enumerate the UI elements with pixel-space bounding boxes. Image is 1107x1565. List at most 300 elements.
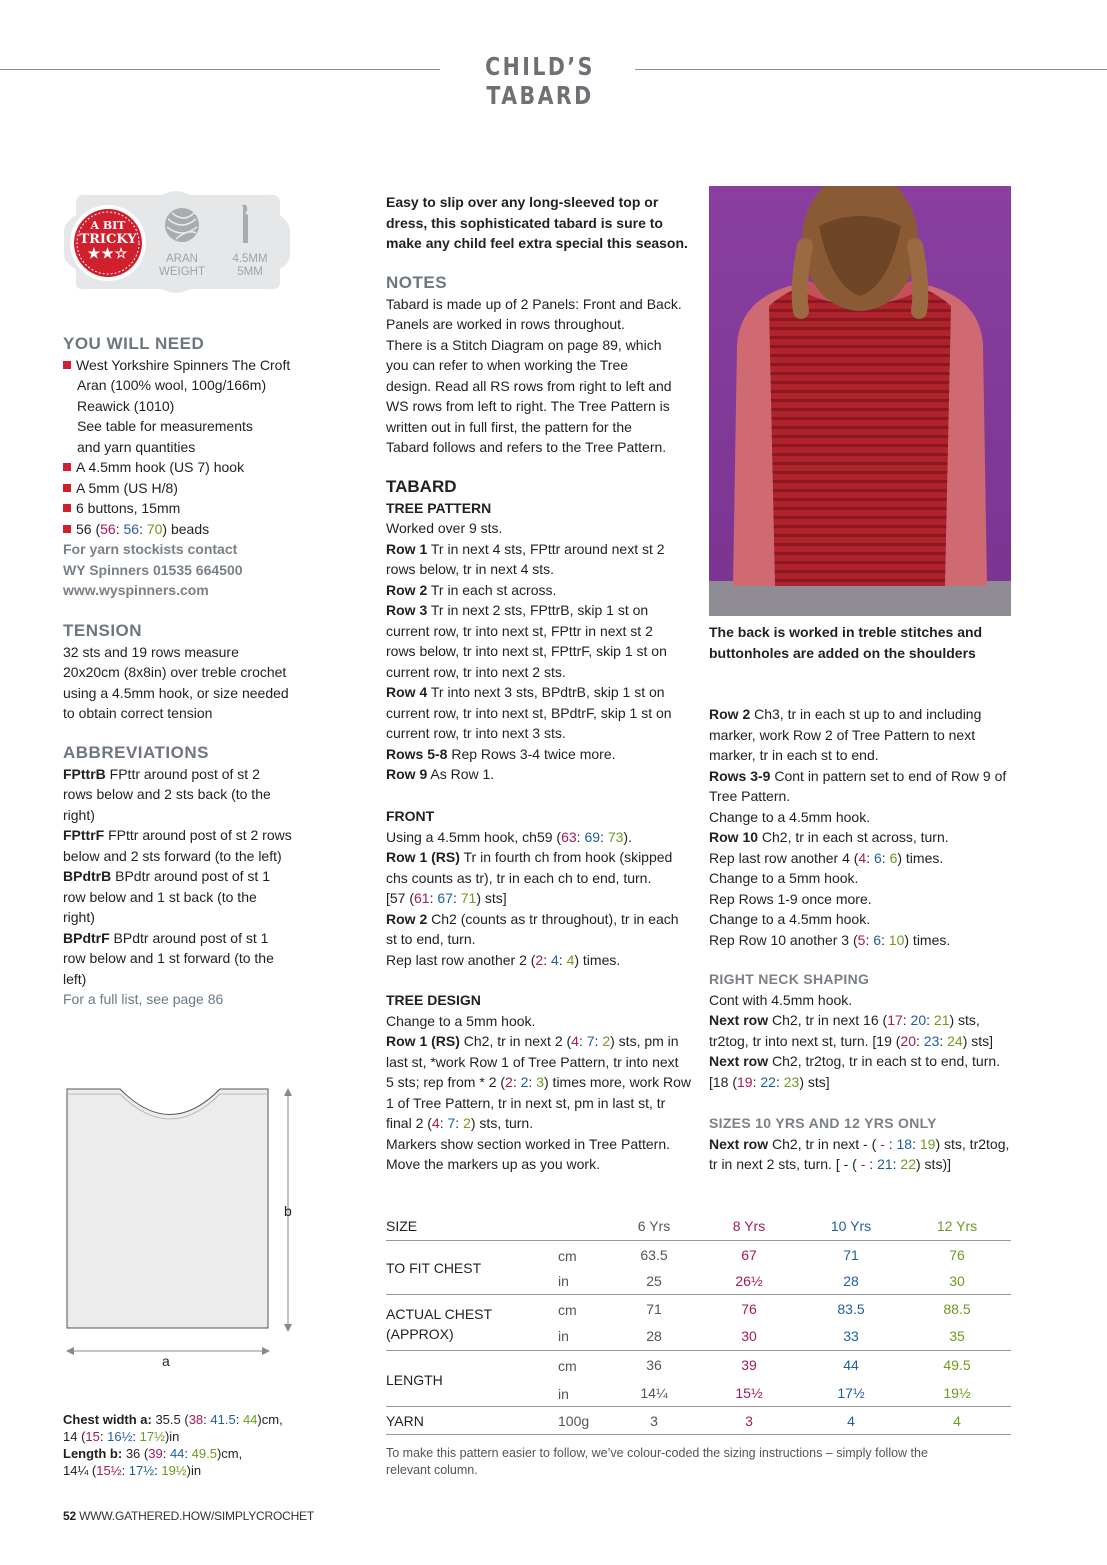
instruction-text: Markers show section worked in Tree Pattern. <box>386 1135 671 1152</box>
instruction-text: Ch2, tr in next 2 ( <box>459 1033 572 1049</box>
tension-text: 20x20cm (8x8in) over treble crochet <box>63 664 287 680</box>
table-header: 12 Yrs <box>936 1218 978 1234</box>
list-item-text: A 4.5mm hook (US 7) hook <box>76 459 245 475</box>
instruction-text: rows below, tr into next st, FPttrF, skip 1 st on <box>386 643 667 659</box>
table-unit: in <box>558 1273 569 1289</box>
row-label: Next row <box>709 1053 769 1069</box>
table-cell: 36 <box>646 1357 662 1373</box>
bullet-icon <box>63 504 71 512</box>
dimension-text: 14¼ ( <box>63 1463 97 1478</box>
abbreviation-term: FPttrB <box>63 765 106 782</box>
size-value: 56 <box>123 520 140 537</box>
length-label: Length b: <box>63 1446 123 1461</box>
instruction-text: Tr in next 2 sts, FPttrB, skip 1 st on <box>427 602 649 618</box>
table-header: 10 Yrs <box>830 1218 872 1234</box>
size-value: 24 <box>947 1032 963 1049</box>
table-divider <box>386 1240 1011 1241</box>
abbreviation-text: left) <box>63 970 87 987</box>
instruction-text: ) sts)] <box>916 1156 951 1172</box>
instruction-text: Ch2, tr in next 16 ( <box>768 1012 888 1028</box>
size-value: 3 <box>536 1074 544 1090</box>
size-value: 17½ <box>128 1463 155 1478</box>
table-cell: 88.5 <box>943 1301 971 1317</box>
abbreviation-text: right) <box>63 806 95 823</box>
intro-line: dress, this sophisticated tabard is sure to <box>386 214 663 231</box>
notes-line: Tabard follows and refers to the Tree Pattern. <box>386 439 667 455</box>
instruction-text: st to end, turn. <box>386 931 476 947</box>
instruction-text: Change to a 5mm hook. <box>709 870 859 886</box>
row-label: Row 4 <box>386 684 428 700</box>
table-unit: in <box>558 1386 569 1402</box>
abbreviation-text: below and 2 sts forward (to the left) <box>63 847 282 864</box>
intro-line: Easy to slip over any long-sleeved top or <box>386 194 659 210</box>
instruction-text: last st, *work Row 1 of Tree Pattern, tr into next <box>386 1053 679 1070</box>
instruction-text: [57 ( <box>386 890 415 906</box>
size-value: 4 <box>566 951 575 968</box>
you-will-need-heading: YOU WILL NEED <box>63 334 205 353</box>
front-section: FRONT Using a 4.5mm hook, ch59 (63: 69: 73). Row 1 (RS) Tr in fourth ch from hook (skipped chs counts as tr), tr in each ch to end, turn. [57 (61: 67: 71) sts] Row 2 Ch2 (counts as tr throughout), tr in each st to end, turn. Rep last row another 2 (2: 4: 4) times. <box>386 806 696 970</box>
size-value: 17½ <box>139 1429 165 1444</box>
table-cell: 15½ <box>735 1385 763 1401</box>
table-divider <box>386 1406 1011 1407</box>
list-item: 56 (56: 56: 70) beads <box>63 519 313 540</box>
dimension-text: )in <box>186 1463 202 1478</box>
size-value: 6 <box>873 931 882 948</box>
table-cell: 63.5 <box>640 1247 668 1263</box>
size-value: 39 <box>148 1446 163 1461</box>
instruction-text: current row, tr into next 2 sts. <box>386 663 566 680</box>
row-label: Row 2 <box>386 910 428 927</box>
notes-line: you can refer to when working the Tree <box>386 357 629 373</box>
instruction-text: ) sts, pm in <box>610 1033 679 1049</box>
sizes-10-12-section: SIZES 10 YRS AND 12 YRS ONLY Next row Ch2, tr in next - ( - : 18: 19) sts, tr2tog, tr in next 2 sts, turn. [ - ( - : 21: 22) sts)] <box>709 1113 1019 1175</box>
instruction-text: Ch2, tr in each st across, turn. <box>758 829 949 845</box>
bullet-icon <box>63 463 71 471</box>
row-label: Row 2 <box>709 706 751 722</box>
abbreviation-item <box>63 866 313 887</box>
notes-heading: NOTES <box>386 273 448 292</box>
dimension-text: )in <box>164 1429 180 1444</box>
right-neck-shaping-heading: RIGHT NECK SHAPING <box>709 971 870 987</box>
page-title: CHILD’S TABARD <box>485 52 595 110</box>
bullet-icon <box>63 361 71 369</box>
header-rule-right <box>635 69 1107 70</box>
child-back-illustration <box>709 186 1011 616</box>
table-cell: 67 <box>741 1247 757 1263</box>
size-value: 70 <box>146 520 163 537</box>
size-value: 7 <box>447 1115 456 1131</box>
size-value: 2 <box>505 1074 513 1090</box>
front-heading: FRONT <box>386 808 435 824</box>
table-note-line: To make this pattern easier to follow, we’ve colour-coded the sizing instructions – simply follow the <box>386 1446 928 1460</box>
size-value: 7 <box>586 1033 595 1049</box>
instruction-text: tr2tog, tr into next st, turn. [19 ( <box>709 1032 901 1049</box>
tree-design-section: TREE DESIGN Change to a 5mm hook. Row 1 (RS) Ch2, tr in next 2 (4: 7: 2) sts, pm in last st, *work Row 1 of Tree Pattern, tr into next 5 sts; rep from * 2 (2: 2: 3) times more, work Row 1 of Tree Pattern, tr in next st, pm in last st, tr final 2 (4: 7: 2) sts, turn. Markers show section worked in Tree Pattern. Move the markers up as you work. <box>386 990 696 1175</box>
instruction-text: final 2 ( <box>386 1115 432 1131</box>
list-item <box>63 355 313 376</box>
table-cell: 25 <box>646 1273 662 1289</box>
notes-line: design. Read all RS rows from right to left and <box>386 377 672 394</box>
stockist-contact: For yarn stockists contact <box>63 541 238 557</box>
table-unit: cm <box>558 1358 577 1374</box>
table-divider <box>386 1350 1011 1351</box>
table-row-label: YARN <box>386 1413 424 1429</box>
notes-line: WS rows from left to right. The Tree Pattern is <box>386 398 670 414</box>
diagram-dimensions: Chest width a: 35.5 (38: 41.5: 44)cm, 14 (15: 16½: 17½)in Length b: 36 (39: 44: 49.5)cm, 14¼ (15½: 17½: 19½)in <box>63 1412 283 1478</box>
size-value: 4 <box>571 1033 579 1049</box>
instruction-text: Rep Rows 3-4 twice more. <box>447 745 616 762</box>
abbreviation-item <box>63 825 313 846</box>
table-cell: 17½ <box>837 1385 865 1401</box>
instruction-text: Tr in next 4 sts, FPttr around next st 2 <box>427 540 665 557</box>
list-item-text: 6 buttons, 15mm <box>76 500 181 516</box>
row-label: Next row <box>709 1012 769 1028</box>
dimension-text: )cm, <box>216 1446 243 1461</box>
instruction-text: Tr into next 3 sts, BPdtrB, skip 1 st on <box>427 684 665 700</box>
table-cell: 76 <box>741 1301 757 1317</box>
yarn-weight-line-1: ARAN <box>166 253 198 265</box>
table-cell: 39 <box>741 1357 757 1373</box>
intro-line: make any child feel extra special this season. <box>386 235 688 251</box>
instruction-text: Tr in each st across. <box>427 581 557 598</box>
hook-size-label <box>222 253 278 279</box>
table-unit: cm <box>558 1302 577 1318</box>
tension-section <box>63 621 313 724</box>
list-item-text: West Yorkshire Spinners The Croft <box>76 356 291 373</box>
size-value: 15 <box>85 1429 100 1444</box>
bullet-icon <box>63 484 71 492</box>
size-value: 71 <box>460 890 477 906</box>
dimension-text: 14 ( <box>63 1429 86 1444</box>
list-item <box>63 457 313 478</box>
table-cell: 3 <box>745 1413 753 1429</box>
list-item-text: ) beads <box>162 520 210 537</box>
instruction-text: Tr in fourth ch from hook (skipped <box>459 849 673 865</box>
list-item-text: A 5mm (US H/8) <box>76 479 178 496</box>
instruction-text: Ch2 (counts as tr throughout), tr in each <box>427 910 679 927</box>
abbreviation-text: FPttr around post of st 2 <box>105 765 260 782</box>
table-cell: 4 <box>953 1413 961 1429</box>
instruction-text: ) sts] <box>476 890 507 906</box>
instruction-text: ) times. <box>574 951 621 968</box>
tabard-section <box>386 477 696 785</box>
instruction-text: ) times more, work Row <box>544 1074 692 1090</box>
table-row-label <box>386 1304 492 1344</box>
instruction-text: Change to a 4.5mm hook. <box>709 911 871 927</box>
instruction-text: chs counts as tr), tr in each ch to end, turn. <box>386 869 652 886</box>
size-value: 10 <box>888 931 905 948</box>
instruction-text: Rep Rows 1-9 once more. <box>709 890 872 907</box>
size-value: 15½ <box>96 1463 122 1478</box>
instruction-text: Change to a 5mm hook. <box>386 1012 536 1029</box>
page-number: 52 <box>63 1509 76 1523</box>
size-value: 4 <box>858 849 867 866</box>
abbreviation-term: FPttrF <box>63 827 105 843</box>
size-value: 44 <box>169 1446 185 1461</box>
instruction-text: current row, tr into next st, BPdtrF, skip 1 st on <box>386 704 672 721</box>
size-value: 41.5 <box>210 1412 236 1427</box>
page-footer <box>63 1509 314 1523</box>
tension-heading: TENSION <box>63 621 143 640</box>
size-value: 49.5 <box>191 1446 217 1461</box>
row-label: Next row <box>709 1135 769 1152</box>
size-value: 6 <box>873 849 882 866</box>
instruction-text: current row, tr into next st, FPttr in next st 2 <box>386 622 653 639</box>
bullet-icon <box>63 525 71 533</box>
table-note <box>386 1445 1011 1479</box>
dimension-text: 36 ( <box>122 1446 149 1461</box>
size-value: 2 <box>463 1115 471 1131</box>
instruction-text: Cont with 4.5mm hook. <box>709 991 853 1008</box>
tabard-photo <box>709 186 1011 616</box>
row-label: Row 1 (RS) <box>386 1033 460 1049</box>
instruction-text: Ch3, tr in each st up to and including <box>750 706 982 722</box>
instruction-text: ) sts] <box>799 1073 830 1090</box>
size-value: 19 <box>919 1135 936 1152</box>
table-divider <box>386 1294 1011 1295</box>
notes-line: Tabard is made up of 2 Panels: Front and Back. <box>386 295 682 312</box>
table-unit: cm <box>558 1248 577 1264</box>
row-label: Row 2 <box>386 581 428 598</box>
abbreviations-heading: ABBREVIATIONS <box>63 743 209 762</box>
size-value: 38 <box>188 1412 204 1427</box>
instruction-text: ) times. <box>897 849 944 866</box>
table-cell: 26½ <box>735 1273 763 1289</box>
hook-size-line-1: 4.5MM <box>232 253 268 265</box>
list-item-text: See table for measurements <box>77 418 253 434</box>
table-cell: 33 <box>843 1328 859 1344</box>
header-rule-left <box>0 69 440 70</box>
full-list-link[interactable]: For a full list, see page 86 <box>63 991 224 1007</box>
you-will-need-section <box>63 334 313 601</box>
table-unit: 100g <box>558 1413 590 1429</box>
size-value: 61 <box>414 890 430 906</box>
list-item-text: Aran (100% wool, 100g/166m) <box>77 377 267 393</box>
abbreviation-term: BPdtrF <box>63 929 110 946</box>
table-row-label: LENGTH <box>386 1372 443 1388</box>
size-value: 19 <box>737 1073 753 1090</box>
instruction-text: As Row 1. <box>427 766 495 782</box>
table-cell: 76 <box>949 1247 965 1263</box>
size-value: 16½ <box>107 1429 133 1444</box>
difficulty-line-1: A BIT <box>90 219 126 232</box>
row-label: Row 9 <box>386 766 428 782</box>
row-label: Rows 5-8 <box>386 745 448 762</box>
size-value: 20 <box>910 1012 927 1028</box>
size-value: 23 <box>783 1073 800 1090</box>
size-value: 4 <box>431 1115 440 1131</box>
abbreviation-text: BPdtr around post of st 1 <box>111 868 270 884</box>
back-instructions: Row 2 Ch3, tr in each st up to and including marker, work Row 2 of Tree Pattern to next marker, tr in each st to end. Rows 3-9 Cont in pattern set to end of Row 9 of Tree Pattern. Change to a 4.5mm hook. Row 10 Ch2, tr in each st across, turn. Rep last row another 4 (4: 6: 6) times. Change to a 5mm hook. Rep Rows 1-9 once more. Change to a 4.5mm hook. Rep Row 10 another 3 (5: 6: 10) times. <box>709 704 1019 950</box>
schematic-diagram <box>60 1080 310 1380</box>
difficulty-stars: ★★☆ <box>87 246 129 262</box>
stockist-phone: WY Spinners 01535 664500 <box>63 561 243 578</box>
instruction-text: marker, work Row 2 of Tree Pattern to next <box>709 726 976 743</box>
table-header: 6 Yrs <box>637 1218 671 1234</box>
table-row-label-line: ACTUAL CHEST <box>386 1306 493 1322</box>
instruction-text: rows below, tr in next 4 sts. <box>386 561 555 577</box>
instruction-text: ). <box>623 828 632 845</box>
difficulty-badge <box>62 185 292 297</box>
table-header: 8 Yrs <box>732 1218 766 1234</box>
table-cell: 44 <box>843 1357 859 1373</box>
instruction-text: tr in next 2 sts, turn. [ - ( <box>709 1156 857 1172</box>
abbreviation-item <box>63 928 313 949</box>
notes-line: Panels are worked in rows throughout. <box>386 316 625 332</box>
list-item <box>63 478 313 499</box>
table-cell: 71 <box>843 1247 859 1263</box>
instruction-text: Tree Pattern. <box>709 788 791 804</box>
size-value: 44 <box>242 1412 258 1427</box>
instruction-text: current row, tr into next 3 sts. <box>386 725 566 741</box>
size-value: 2 <box>535 951 544 968</box>
instruction-text: Worked over 9 sts. <box>386 520 503 536</box>
size-value: - <box>876 1135 889 1152</box>
size-value: 20 <box>900 1032 916 1049</box>
tree-design-heading: TREE DESIGN <box>386 992 481 1008</box>
row-label: Row 3 <box>386 602 428 618</box>
instruction-text: Rep last row another 4 ( <box>709 849 859 866</box>
instruction-text: 5 sts; rep from * 2 ( <box>386 1074 506 1090</box>
size-value: 21 <box>933 1012 950 1028</box>
table-cell: 28 <box>843 1273 859 1289</box>
photo-caption <box>709 622 1011 663</box>
list-item-text: and yarn quantities <box>77 438 196 455</box>
instruction-text: Using a 4.5mm hook, ch59 ( <box>386 828 562 845</box>
table-cell: 35 <box>949 1328 965 1344</box>
table-cell: 4 <box>847 1413 855 1429</box>
size-value: 17 <box>887 1012 903 1028</box>
instruction-text: Move the markers up as you work. <box>386 1156 600 1172</box>
abbreviation-text: rows below and 2 sts back (to the <box>63 786 271 802</box>
caption-line: buttonholes are added on the shoulders <box>709 644 976 661</box>
instruction-text: [18 ( <box>709 1073 738 1090</box>
row-label: Row 1 <box>386 540 428 557</box>
size-value: 23 <box>923 1032 940 1049</box>
table-divider <box>386 1434 1011 1435</box>
instruction-text: ) times. <box>904 931 951 948</box>
instruction-text: Cont in pattern set to end of Row 9 of <box>770 767 1007 784</box>
notes-line: written out in full first, the pattern for the <box>386 418 632 435</box>
stockist-website-link[interactable]: www.wyspinners.com <box>63 582 209 598</box>
tension-text: 32 sts and 19 rows measure <box>63 643 239 660</box>
notes-section <box>386 273 696 458</box>
difficulty-label <box>72 219 144 261</box>
tabard-heading: TABARD <box>386 477 457 496</box>
size-value: 69 <box>584 828 601 845</box>
table-cell: 28 <box>646 1328 662 1344</box>
table-header: SIZE <box>386 1218 418 1234</box>
yarn-ball-icon <box>165 208 199 242</box>
abbreviation-item <box>63 764 313 785</box>
instruction-text: ) sts, turn. <box>470 1115 534 1131</box>
abbreviation-text: BPdtr around post of st 1 <box>109 929 269 946</box>
instruction-text: Rep last row another 2 ( <box>386 951 536 968</box>
table-cell: 30 <box>741 1328 757 1344</box>
size-value: 63 <box>561 828 577 845</box>
instruction-text: ) sts] <box>962 1032 994 1049</box>
instruction-text: ) sts, <box>949 1012 980 1028</box>
tension-text: to obtain correct tension <box>63 705 213 721</box>
abbreviation-text: FPttr around post of st 2 rows <box>104 827 292 843</box>
size-value: - <box>856 1156 870 1172</box>
sizes-10-12-heading: SIZES 10 YRS AND 12 YRS ONLY <box>709 1115 937 1131</box>
size-value: 21 <box>877 1156 893 1172</box>
table-cell: 49.5 <box>943 1357 971 1373</box>
instruction-text: Rep Row 10 another 3 ( <box>709 931 858 948</box>
table-cell: 83.5 <box>837 1301 865 1317</box>
size-value: 67 <box>437 890 453 906</box>
dimension-text: 35.5 ( <box>151 1412 189 1427</box>
abbreviation-text: row below and 1 st forward (to the <box>63 950 274 966</box>
table-row-label-line: (APPROX) <box>386 1326 454 1342</box>
size-value: 19½ <box>161 1463 187 1478</box>
row-label: Row 10 <box>709 829 759 845</box>
row-label: Row 1 (RS) <box>386 849 460 865</box>
dimension-text: )cm, <box>257 1412 283 1427</box>
hook-size-line-2: 5MM <box>237 266 263 278</box>
abbreviations-section <box>63 743 313 1010</box>
list-item-text: Reawick (1010) <box>77 397 175 414</box>
size-value: 2 <box>602 1033 611 1049</box>
table-cell: 19½ <box>943 1385 971 1401</box>
difficulty-line-2: TRICKY <box>79 232 137 247</box>
yarn-weight-line-2: WEIGHT <box>159 266 205 278</box>
footer-url-link[interactable]: WWW.GATHERED.HOW/SIMPLYCROCHET <box>79 1509 314 1523</box>
caption-line: The back is worked in treble stitches and <box>709 624 983 640</box>
yarn-weight-label <box>150 253 214 279</box>
table-cell: 71 <box>646 1301 662 1317</box>
dimension-label-a: a <box>162 1353 170 1369</box>
right-neck-shaping-section: RIGHT NECK SHAPING Cont with 4.5mm hook. Next row Ch2, tr in next 16 (17: 20: 21) sts, tr2tog, tr into next st, turn. [19 (20: 23: 24) sts] Next row Ch2, tr2tog, tr in each st to end, turn. [18 (19: 22: 23) sts] <box>709 969 1019 1092</box>
size-value: 2 <box>520 1074 529 1090</box>
instruction-text: 1 of Tree Pattern, tr in next st, pm in last st, tr <box>386 1094 666 1111</box>
size-value: 56 <box>100 520 116 537</box>
chest-width-label: Chest width a: <box>63 1412 152 1427</box>
size-value: 18 <box>896 1135 913 1152</box>
abbreviation-text: row below and 1 st back (to the <box>63 888 257 905</box>
abbreviation-term: BPdtrB <box>63 868 112 884</box>
table-note-line: relevant column. <box>386 1463 478 1477</box>
table-row-label: TO FIT CHEST <box>386 1260 482 1276</box>
instruction-text: Ch2, tr in next - ( <box>768 1135 877 1152</box>
size-value: 22 <box>900 1156 916 1172</box>
panel-schematic <box>60 1080 310 1380</box>
intro-text <box>386 192 696 254</box>
dimension-label-b: b <box>284 1203 292 1219</box>
tree-pattern-heading: TREE PATTERN <box>386 499 492 516</box>
table-unit: in <box>558 1328 569 1344</box>
size-value: 73 <box>607 828 624 845</box>
size-value: 6 <box>889 849 898 866</box>
size-value: 5 <box>857 931 866 948</box>
row-label: Rows 3-9 <box>709 767 771 784</box>
table-cell: 30 <box>949 1273 965 1289</box>
instruction-text: ) sts, tr2tog, <box>935 1135 1010 1152</box>
table-cell: 14¼ <box>640 1385 668 1401</box>
instruction-text: Change to a 4.5mm hook. <box>709 808 871 825</box>
table-cell: 3 <box>650 1413 658 1429</box>
size-value: 4 <box>550 951 559 968</box>
size-value: 22 <box>760 1073 776 1090</box>
notes-line: There is a Stitch Diagram on page 89, which <box>386 336 662 353</box>
tension-text: using a 4.5mm hook, or size needed <box>63 684 289 701</box>
instruction-text: Ch2, tr2tog, tr in each st to end, turn. <box>768 1053 1001 1069</box>
list-item-text: 56 ( <box>76 520 101 537</box>
instruction-text: marker, tr in each st to end. <box>709 747 879 763</box>
list-item <box>63 498 313 519</box>
abbreviation-text: right) <box>63 909 95 925</box>
